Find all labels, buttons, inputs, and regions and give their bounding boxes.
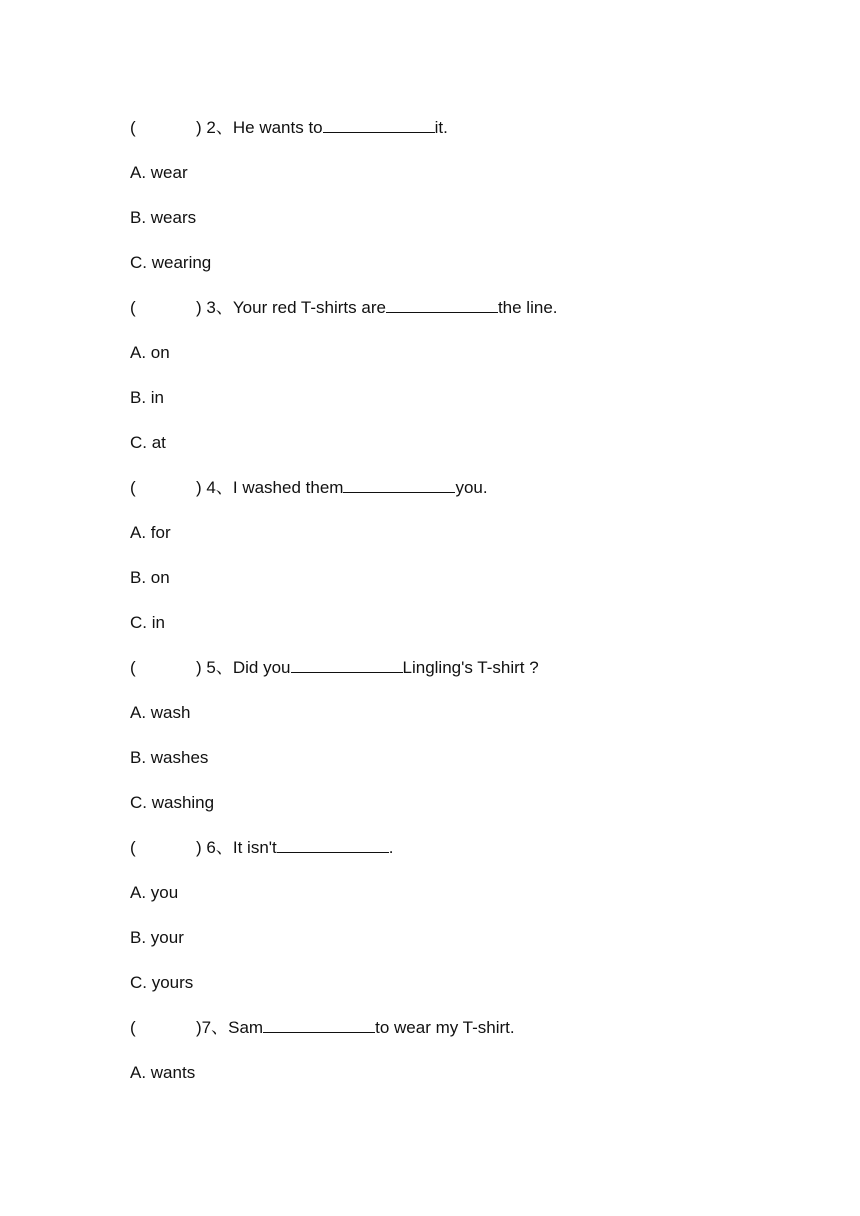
answer-paren-open: ( <box>130 118 136 137</box>
question-text-after: to wear my T-shirt. <box>375 1018 515 1037</box>
question-separator: 、 <box>211 1018 229 1037</box>
question-text-before: Did you <box>232 658 291 677</box>
answer-paren-open: ( <box>130 658 136 677</box>
answer-paren-open: ( <box>130 838 136 857</box>
answer-option: A. for <box>130 523 171 542</box>
question-text-after: . <box>388 838 394 857</box>
question-text-after: it. <box>434 118 448 137</box>
question-separator: 、 <box>215 658 233 677</box>
question-text-after: Lingling's T-shirt ? <box>402 658 539 677</box>
answer-option: C. yours <box>130 973 194 992</box>
answer-paren-open: ( <box>130 478 136 497</box>
answer-option: A. wear <box>130 163 188 182</box>
question-text-before: Sam <box>228 1018 264 1037</box>
answer-option: C. washing <box>130 793 215 812</box>
answer-option: B. on <box>130 568 170 587</box>
answer-option: B. washes <box>130 748 209 767</box>
question-text-before: Your red T-shirts are <box>232 298 386 317</box>
question-separator: 、 <box>215 838 233 857</box>
answer-option: A. wants <box>130 1063 196 1082</box>
fill-in-blank[interactable] <box>323 114 435 133</box>
question-text-before: I washed them <box>232 478 344 497</box>
answer-paren-close: ) <box>196 1018 202 1037</box>
answer-paren-open: ( <box>130 1018 136 1037</box>
question-text-before: He wants to <box>232 118 323 137</box>
question-text-before: It isn't <box>232 838 277 857</box>
question-number: 6 <box>206 838 216 857</box>
question-text-after: you. <box>455 478 488 497</box>
question-stem <box>130 293 830 338</box>
answer-paren-close: ) <box>196 298 202 317</box>
answer-option: C. in <box>130 613 165 632</box>
fill-in-blank[interactable] <box>386 294 498 313</box>
question-stem <box>130 833 830 878</box>
question-stem <box>130 113 830 158</box>
question-number: 3 <box>206 298 216 317</box>
answer-option: B. your <box>130 928 184 947</box>
answer-option: C. wearing <box>130 253 212 272</box>
answer-paren-close: ) <box>196 658 202 677</box>
answer-option: B. wears <box>130 208 197 227</box>
question-number: 2 <box>206 118 216 137</box>
answer-paren-close: ) <box>196 838 202 857</box>
question-number: 5 <box>206 658 216 677</box>
fill-in-blank[interactable] <box>291 654 403 673</box>
fill-in-blank[interactable] <box>343 474 455 493</box>
question-stem <box>130 653 830 698</box>
question-separator: 、 <box>215 118 233 137</box>
question-stem <box>130 473 830 518</box>
answer-option: A. wash <box>130 703 191 722</box>
answer-option: B. in <box>130 388 165 407</box>
question-text-after: the line. <box>497 298 558 317</box>
question-stem <box>130 1013 830 1058</box>
answer-paren-close: ) <box>196 118 202 137</box>
fill-in-blank[interactable] <box>263 1014 375 1033</box>
question-number: 4 <box>206 478 216 497</box>
question-list <box>130 113 830 1103</box>
answer-option: A. you <box>130 883 179 902</box>
question-number: 7 <box>201 1018 212 1037</box>
answer-paren-close: ) <box>196 478 202 497</box>
question-separator: 、 <box>215 298 233 317</box>
question-separator: 、 <box>215 478 233 497</box>
fill-in-blank[interactable] <box>277 834 389 853</box>
answer-option: A. on <box>130 343 170 362</box>
answer-option: C. at <box>130 433 166 452</box>
answer-paren-open: ( <box>130 298 136 317</box>
